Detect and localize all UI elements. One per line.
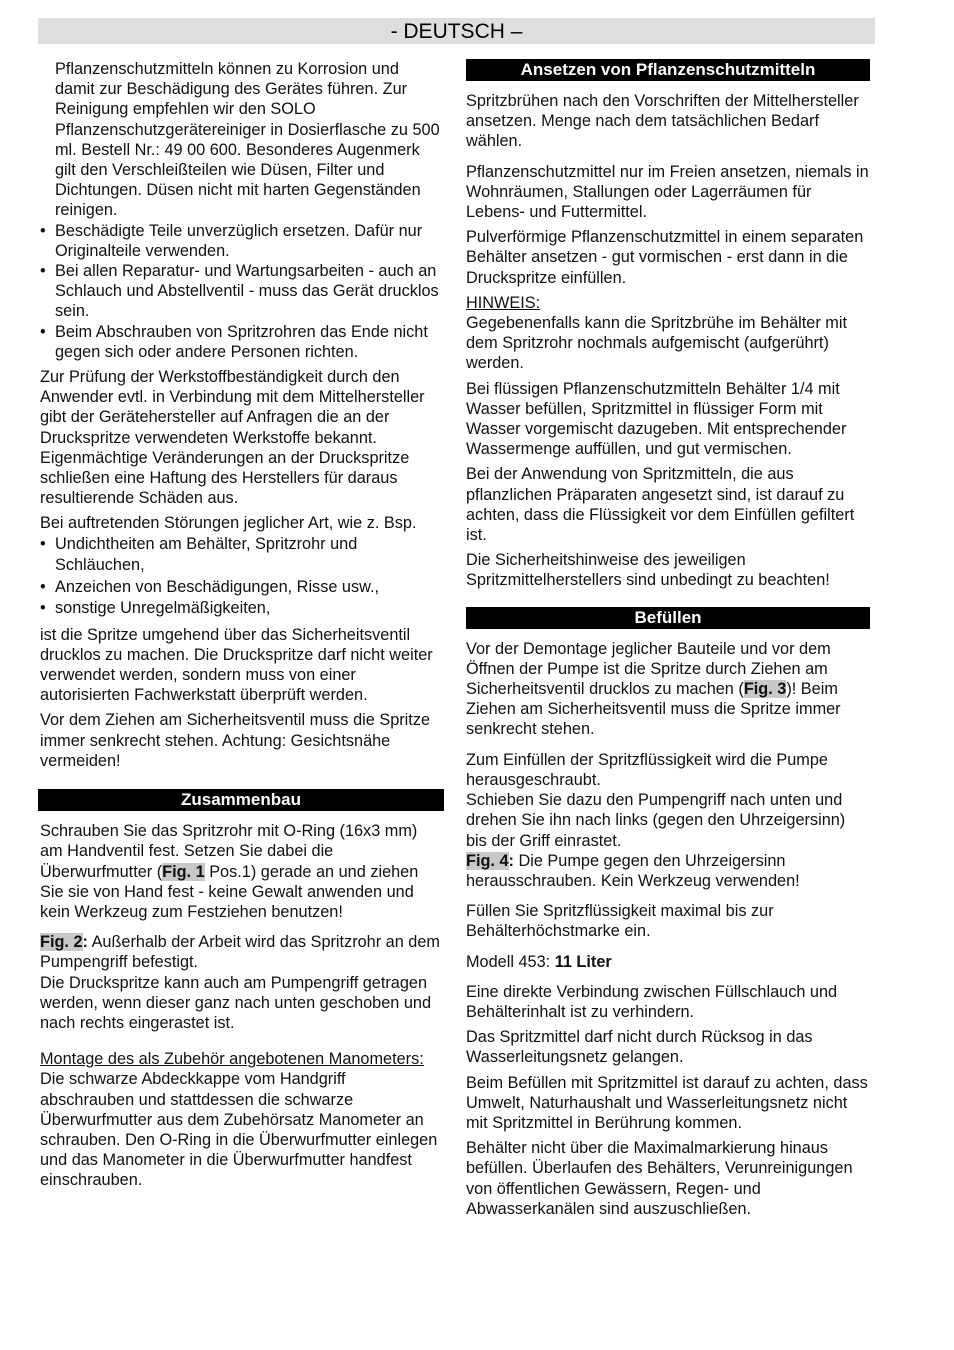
assembly-text-b: Pos.1) gerade an und ziehen Sie sie von Hand fest - keine Gewalt anwenden und kein Werkzeug zum Festziehen benutzen! <box>40 862 419 921</box>
figure-ref: Fig. 2 <box>40 933 83 952</box>
model-capacity <box>466 952 870 972</box>
page-header-title: - DEUTSCH – <box>390 20 523 43</box>
section-title-befuellen <box>466 607 870 629</box>
max-fill-paragraph: Füllen Sie Spritzflüssigkeit maximal bis zur Behälterhöchstmarke ein. <box>466 902 774 941</box>
figure-ref: Fig. 4 <box>466 851 509 870</box>
assembly-text-a: Schrauben Sie das Spritzrohr mit O-Ring (16x3 mm) am Handventil fest. Setzen Sie dabei die Überwurfmutter ( <box>40 822 418 881</box>
malfunction-paragraph: Bei auftretenden Störungen jeglicher Art, wie z. Bsp. <box>40 514 417 533</box>
right-column <box>466 59 870 1219</box>
maintenance-list <box>40 221 442 362</box>
model-value: 11 Liter <box>554 952 612 971</box>
carry-paragraph: Die Druckspritze kann auch am Pumpengriff getragen werden, wenn dieser ganz nach unten geschoben und nach rechts eingerastet ist. <box>40 973 432 1032</box>
filling-paragraph-1 <box>466 639 870 740</box>
safety-valve-paragraph: Vor dem Ziehen am Sicherheitsventil muss die Spritze immer senkrecht stehen. Achtung: Gesichtsnähe vermeiden! <box>40 711 431 770</box>
mixing-paragraph-2: Pflanzenschutzmittel nur im Freien ansetzen, niemals in Wohnräumen, Stallungen oder Lagerräumen für Lebens- und Futtermittel. <box>466 162 869 222</box>
section-title-text: Befüllen <box>634 607 702 627</box>
figure-colon: : <box>508 851 514 870</box>
filling-paragraph-6: Eine direkte Verbindung zwischen Füllschlauch und Behälterinhalt ist zu verhindern. <box>466 982 838 1021</box>
section-title-ansetzen <box>466 59 870 81</box>
liquid-paragraph: Bei flüssigen Pflanzenschutzmitteln Behälter 1/4 mit Wasser befüllen, Spritzmittel in flüssiger Form mit Wasser vorgemischt dazugeben. Mit entsprechender Wassermenge auffüllen, und gut vermischen. <box>466 379 847 459</box>
mixing-paragraph-3: Pulverförmige Pflanzenschutzmittel in einem separaten Behälter ansetzen - gut vormischen - erst dann in die Druckspritze einfüllen. <box>466 228 864 287</box>
intro-paragraph: Pflanzenschutzmitteln können zu Korrosion und damit zur Beschädigung des Gerätes führen. Zur Reinigung empfehlen wir den SOLO Pflanzenschutzgerätereiniger in Dosierflasche zu 500 ml. Bestell Nr.: 49 00 600. Besonderes Augenmerk gilt den Verschleißteilen wie Düsen, Filter und Dichtungen. Düsen nicht mit harten Gegenständen reinigen. <box>55 60 440 220</box>
model-label: Modell 453: <box>466 952 555 971</box>
page-header <box>38 18 875 44</box>
depressurize-paragraph: ist die Spritze umgehend über das Sicherheitsventil drucklos zu machen. Die Druckspritze darf nicht weiter verwendet werden, sondern muss von einer autorisierten Fachwerkstatt überprüft werden. <box>40 625 433 705</box>
filling-paragraph-8: Beim Befüllen mit Spritzmittel ist darauf zu achten, dass Umwelt, Naturhaushalt und Wasserleitungsnetz nicht mit Spritzmittel in Berührung kommen. <box>466 1073 868 1132</box>
section-title-text: Zusammenbau <box>181 790 301 810</box>
section-title-text: Ansetzen von Pflanzenschutzmitteln <box>520 60 816 79</box>
left-column <box>40 59 442 1191</box>
filling-paragraph-3: Schieben Sie dazu den Pumpengriff nach unten und drehen Sie ihn nach links (gegen den Uhrzeigersinn) bis der Griff einrastet. <box>466 791 846 850</box>
filling-paragraph-7: Das Spritzmittel darf nicht durch Rücksog in das Wasserleitungsnetz gelangen. <box>466 1028 813 1067</box>
safety-notes-paragraph: Die Sicherheitshinweise des jeweiligen Spritzmittelherstellers sind unbedingt zu beachten! <box>466 551 830 590</box>
assembly-paragraph <box>40 821 442 922</box>
plant-preparation-paragraph: Bei der Anwendung von Spritzmitteln, die aus pflanzlichen Präparaten angesetzt sind, ist darauf zu achten, dass die Flüssigkeit vor dem Einfüllen gefiltert ist. <box>466 465 855 545</box>
note-paragraph: Gegebenenfalls kann die Spritzbrühe im Behälter mit dem Spritzrohr nochmals aufgemischt (aufgerührt) werden. <box>466 314 848 373</box>
filling-paragraph-9: Behälter nicht über die Maximalmarkierung hinaus befüllen. Überlaufen des Behälters, Verunreinigungen von öffentlichen Gewässern, Regen- und Abwasserkanälen sind auszuschließen. <box>466 1139 853 1218</box>
material-test-paragraph: Zur Prüfung der Werkstoffbeständigkeit durch den Anwender evtl. in Verbindung mit dem Mittelhersteller gibt der Gerätehersteller auf Anfragen die an der Druckspritze verwendeten Werkstoffe bekannt. Eigenmächtige Veränderungen an der Druckspritze schließen eine Haftung des Herstellers für daraus resultierende Schäden aus. <box>40 368 425 508</box>
figure-ref: Fig. 3 <box>743 680 787 699</box>
list-item: • Beim Abschrauben von Spritzrohren das Ende nicht gegen sich oder andere Personen richten. <box>40 322 442 362</box>
list-item: • Beschädigte Teile unverzüglich ersetzen. Dafür nur Originalteile verwenden. <box>40 221 442 261</box>
figure-colon: : <box>82 933 88 952</box>
list-item: • Anzeichen von Beschädigungen, Risse usw., <box>40 577 442 599</box>
manometer-paragraph: Die schwarze Abdeckkappe vom Handgriff abschrauben und stattdessen die schwarze Überwurfmutter aus dem Zubehörsatz Manometer an schrauben. Den O-Ring in die Überwurfmutter einlegen und das Manometer in die Überwurfmutter handfest einschrauben. <box>40 1070 438 1190</box>
list-item: • sonstige Unregelmäßigkeiten, <box>40 598 442 620</box>
fig2-paragraph <box>40 932 442 972</box>
list-item: • Bei allen Reparatur- und Wartungsarbeiten - auch an Schlauch und Abstellventil - muss das Gerät drucklos sein. <box>40 261 442 322</box>
filling-text-b: )! Beim Ziehen am Sicherheitsventil muss die Spritze immer senkrecht stehen. <box>466 680 841 739</box>
fig4-paragraph <box>466 851 870 891</box>
filling-paragraph-2: Zum Einfüllen der Spritzflüssigkeit wird die Pumpe herausgeschraubt. <box>466 750 828 789</box>
figure-ref: Fig. 1 <box>162 862 205 881</box>
list-item: • Undichtheiten am Behälter, Spritzrohr und Schläuchen, <box>40 534 442 577</box>
fig4-text: Die Pumpe gegen den Uhrzeigersinn herausschrauben. Kein Werkzeug verwenden! <box>466 851 800 890</box>
malfunction-list <box>40 534 442 620</box>
manometer-heading: Montage des als Zubehör angebotenen Manometers: <box>40 1050 424 1069</box>
mixing-paragraph-1: Spritzbrühen nach den Vorschriften der Mittelhersteller ansetzen. Menge nach dem tatsächlichen Bedarf wählen. <box>466 92 859 151</box>
fig2-text: Außerhalb der Arbeit wird das Spritzrohr an dem Pumpengriff befestigt. <box>40 933 440 972</box>
note-label: HINWEIS: <box>466 293 541 312</box>
filling-text-a: Vor der Demontage jeglicher Bauteile und vor dem Öffnen der Pumpe ist die Spritze durch Ziehen am Sicherheitsventil drucklos zu machen ( <box>466 639 831 699</box>
section-title-zusammenbau <box>38 789 444 811</box>
